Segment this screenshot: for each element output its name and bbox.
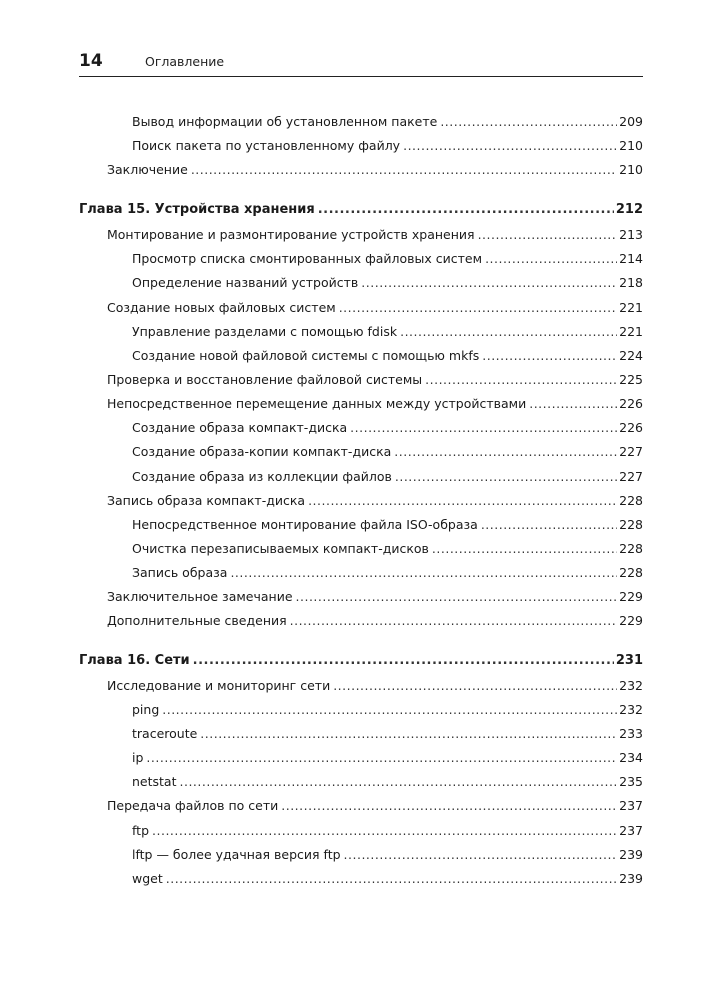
dot-leader (400, 323, 617, 341)
toc-entry-page-number: 218 (619, 275, 643, 290)
dot-leader (432, 540, 617, 558)
toc-entry-title: Дополнительные сведения (107, 613, 287, 628)
toc-entry (132, 870, 643, 888)
toc-entry-page-number: 239 (619, 847, 643, 862)
toc-entry-title: ip (132, 750, 144, 765)
toc-entry-page-number: 233 (619, 726, 643, 741)
toc-entry (132, 274, 643, 292)
toc-entry-title: Просмотр списка смонтированных файловых систем (132, 251, 483, 266)
dot-leader (162, 701, 617, 719)
toc-entry (132, 725, 643, 743)
toc-entry-page-number: 228 (619, 493, 643, 508)
toc-entry-title: netstat (132, 774, 177, 789)
dot-leader (361, 274, 617, 292)
toc-entry-page-number: 221 (619, 300, 643, 315)
toc-entry-title: Заключительное замечание (107, 589, 293, 604)
toc-entry-title: Очистка перезаписываемых компакт-дисков (132, 541, 429, 556)
toc-entry-page-number: 225 (619, 372, 643, 387)
toc-entry-title: Поиск пакета по установленному файлу (132, 138, 401, 153)
toc-entry-page-number: 235 (619, 774, 643, 789)
dot-leader (403, 137, 617, 155)
dot-leader (191, 161, 617, 179)
toc-chapter-entry (79, 652, 643, 670)
dot-leader (290, 612, 618, 630)
toc-entry-page-number: 239 (619, 871, 643, 886)
running-title: Оглавление (145, 54, 225, 69)
dot-leader (193, 652, 614, 670)
dot-leader (529, 395, 617, 413)
dot-leader (308, 492, 617, 510)
toc-entry (132, 540, 643, 558)
toc-entry-page-number: 226 (619, 420, 643, 435)
toc-entry (107, 226, 643, 244)
toc-entry-title: Непосредственное перемещение данных между устройствами (107, 396, 527, 411)
toc-entry (132, 468, 643, 486)
toc-entry (107, 299, 643, 317)
dot-leader (440, 113, 617, 131)
toc-entry (132, 323, 643, 341)
dot-leader (296, 588, 618, 606)
toc-entry (132, 419, 643, 437)
toc-entry-title: Запись образа компакт-диска (107, 493, 306, 508)
toc-entry-title: Создание новых файловых систем (107, 300, 336, 315)
dot-leader (425, 371, 617, 389)
toc-entry-title: Проверка и восстановление файловой системы (107, 372, 423, 387)
toc-entry-page-number: 210 (619, 138, 643, 153)
toc-entry-page-number: 227 (619, 444, 643, 459)
dot-leader (180, 773, 618, 791)
toc-entry-page-number: 214 (619, 251, 643, 266)
toc-entry-title: wget (132, 871, 163, 886)
dot-leader (482, 347, 617, 365)
dot-leader (485, 250, 617, 268)
toc-entry (132, 846, 643, 864)
dot-leader (339, 299, 617, 317)
dot-leader (200, 725, 617, 743)
toc-entry-title: Управление разделами с помощью fdisk (132, 324, 398, 339)
toc-entry (132, 773, 643, 791)
toc-entry-title: Определение названий устройств (132, 275, 359, 290)
page-number: 14 (79, 51, 103, 71)
toc-entry (132, 822, 643, 840)
toc-entry (132, 137, 643, 155)
toc-entry (132, 250, 643, 268)
toc-chapter-entry (79, 201, 643, 219)
toc-entry-title: Создание образа компакт-диска (132, 420, 348, 435)
toc-entry-page-number: 231 (615, 653, 643, 668)
toc-entry-page-number: 226 (619, 396, 643, 411)
toc-entry (132, 443, 643, 461)
toc-entry-title: Монтирование и размонтирование устройств хранения (107, 227, 475, 242)
toc-entry-page-number: 234 (619, 750, 643, 765)
toc-entry-page-number: 209 (619, 114, 643, 129)
toc-entry-title: Непосредственное монтирование файла ISO-образа (132, 517, 478, 532)
toc-entry-title: Глава 16. Сети (79, 653, 190, 668)
toc-entry-page-number: 224 (619, 348, 643, 363)
toc-entry (107, 612, 643, 630)
toc-entry-title: traceroute (132, 726, 198, 741)
toc-entry-page-number: 229 (619, 589, 643, 604)
toc-entry (107, 588, 643, 606)
toc-entry (107, 371, 643, 389)
toc-entry-title: Заключение (107, 162, 188, 177)
toc-entry (107, 492, 643, 510)
dot-leader (230, 564, 617, 582)
toc-entry-page-number: 221 (619, 324, 643, 339)
toc-entry (132, 564, 643, 582)
dot-leader (394, 443, 617, 461)
dot-leader (481, 516, 617, 534)
toc-entry-page-number: 210 (619, 162, 643, 177)
toc-entry (132, 516, 643, 534)
dot-leader (350, 419, 617, 437)
toc-entry-title: Вывод информации об установленном пакете (132, 114, 438, 129)
toc-entry-title: Исследование и мониторинг сети (107, 678, 331, 693)
toc-entry-page-number: 237 (619, 823, 643, 838)
toc-entry-page-number: 228 (619, 517, 643, 532)
toc-entry-page-number: 237 (619, 798, 643, 813)
toc-entry (107, 161, 643, 179)
toc-entry-title: Создание образа из коллекции файлов (132, 469, 392, 484)
toc-entry-title: ping (132, 702, 160, 717)
toc-entry-page-number: 228 (619, 541, 643, 556)
toc-entry (107, 395, 643, 413)
toc-entry-page-number: 227 (619, 469, 643, 484)
toc-entry-page-number: 232 (619, 702, 643, 717)
dot-leader (344, 846, 618, 864)
dot-leader (152, 822, 617, 840)
toc-entry (132, 347, 643, 365)
dot-leader (146, 749, 617, 767)
toc-entry-page-number: 213 (619, 227, 643, 242)
toc-entry (132, 749, 643, 767)
toc-entry (132, 113, 643, 131)
toc-entry-page-number: 212 (615, 202, 643, 217)
toc-entry-title: Передача файлов по сети (107, 798, 279, 813)
toc-entry (107, 797, 643, 815)
toc-entry-page-number: 229 (619, 613, 643, 628)
toc-entry-title: Глава 15. Устройства хранения (79, 202, 315, 217)
dot-leader (281, 797, 617, 815)
dot-leader (395, 468, 617, 486)
toc-entry-title: ftp (132, 823, 150, 838)
toc-entry-page-number: 228 (619, 565, 643, 580)
toc-entry-title: Создание образа-копии компакт-диска (132, 444, 392, 459)
toc-entry-title: Запись образа (132, 565, 228, 580)
dot-leader (333, 677, 617, 695)
dot-leader (166, 870, 617, 888)
toc-entry-title: lftp — более удачная версия ftp (132, 847, 341, 862)
toc-entry-page-number: 232 (619, 678, 643, 693)
toc-entry (107, 677, 643, 695)
toc-entry (132, 701, 643, 719)
toc-entry-title: Создание новой файловой системы с помощью mkfs (132, 348, 480, 363)
dot-leader (478, 226, 618, 244)
dot-leader (318, 201, 614, 219)
